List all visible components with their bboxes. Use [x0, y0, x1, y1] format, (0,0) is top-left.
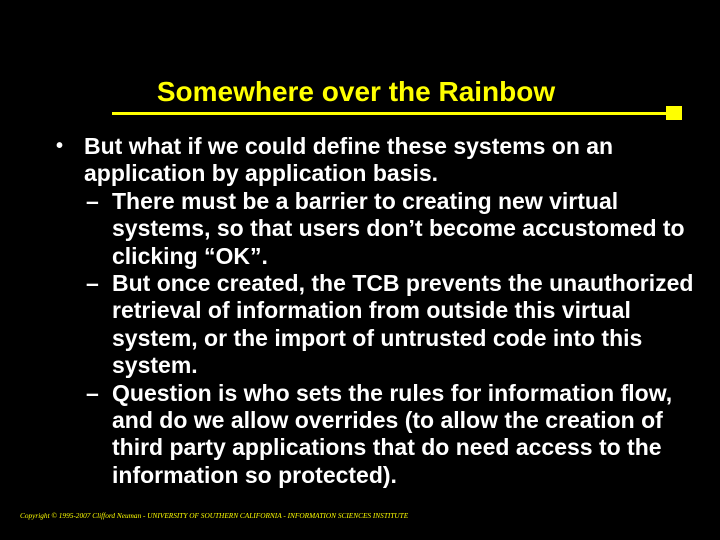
bullet-text: But what if we could define these systems on an application by application basis.	[84, 133, 614, 187]
slide-body	[56, 133, 716, 489]
sub-bullet-item	[56, 270, 716, 380]
bullet-marker: •	[56, 135, 64, 157]
sub-bullet-item	[56, 188, 716, 270]
sub-bullet-text: But once created, the TCB prevents the unauthorized retrieval of information from outside this virtual system, or the import of untrusted code into this system.	[112, 270, 694, 379]
slide-title: Somewhere over the Rainbow	[156, 76, 556, 107]
bullet-item	[56, 133, 716, 188]
sub-bullet-marker: –	[86, 379, 99, 406]
sub-bullet-item	[56, 380, 716, 490]
title-underline-end-square	[666, 106, 682, 120]
sub-bullet-text: Question is who sets the rules for information flow, and do we allow overrides (to allow the creation of third party applications that do need access to the information so protected).	[112, 379, 673, 488]
title-underline	[112, 112, 669, 115]
sub-bullet-text: There must be a barrier to creating new virtual systems, so that users don’t become accustomed to clicking “OK”.	[112, 187, 685, 269]
sub-bullet-marker: –	[86, 187, 99, 214]
sub-bullet-marker: –	[86, 270, 99, 297]
copyright-footer: Copyright © 1995-2007 Clifford Neuman - UNIVERSITY OF SOUTHERN CALIFORNIA - INFORMATION SCIENCES INSTITUTE	[20, 511, 409, 520]
